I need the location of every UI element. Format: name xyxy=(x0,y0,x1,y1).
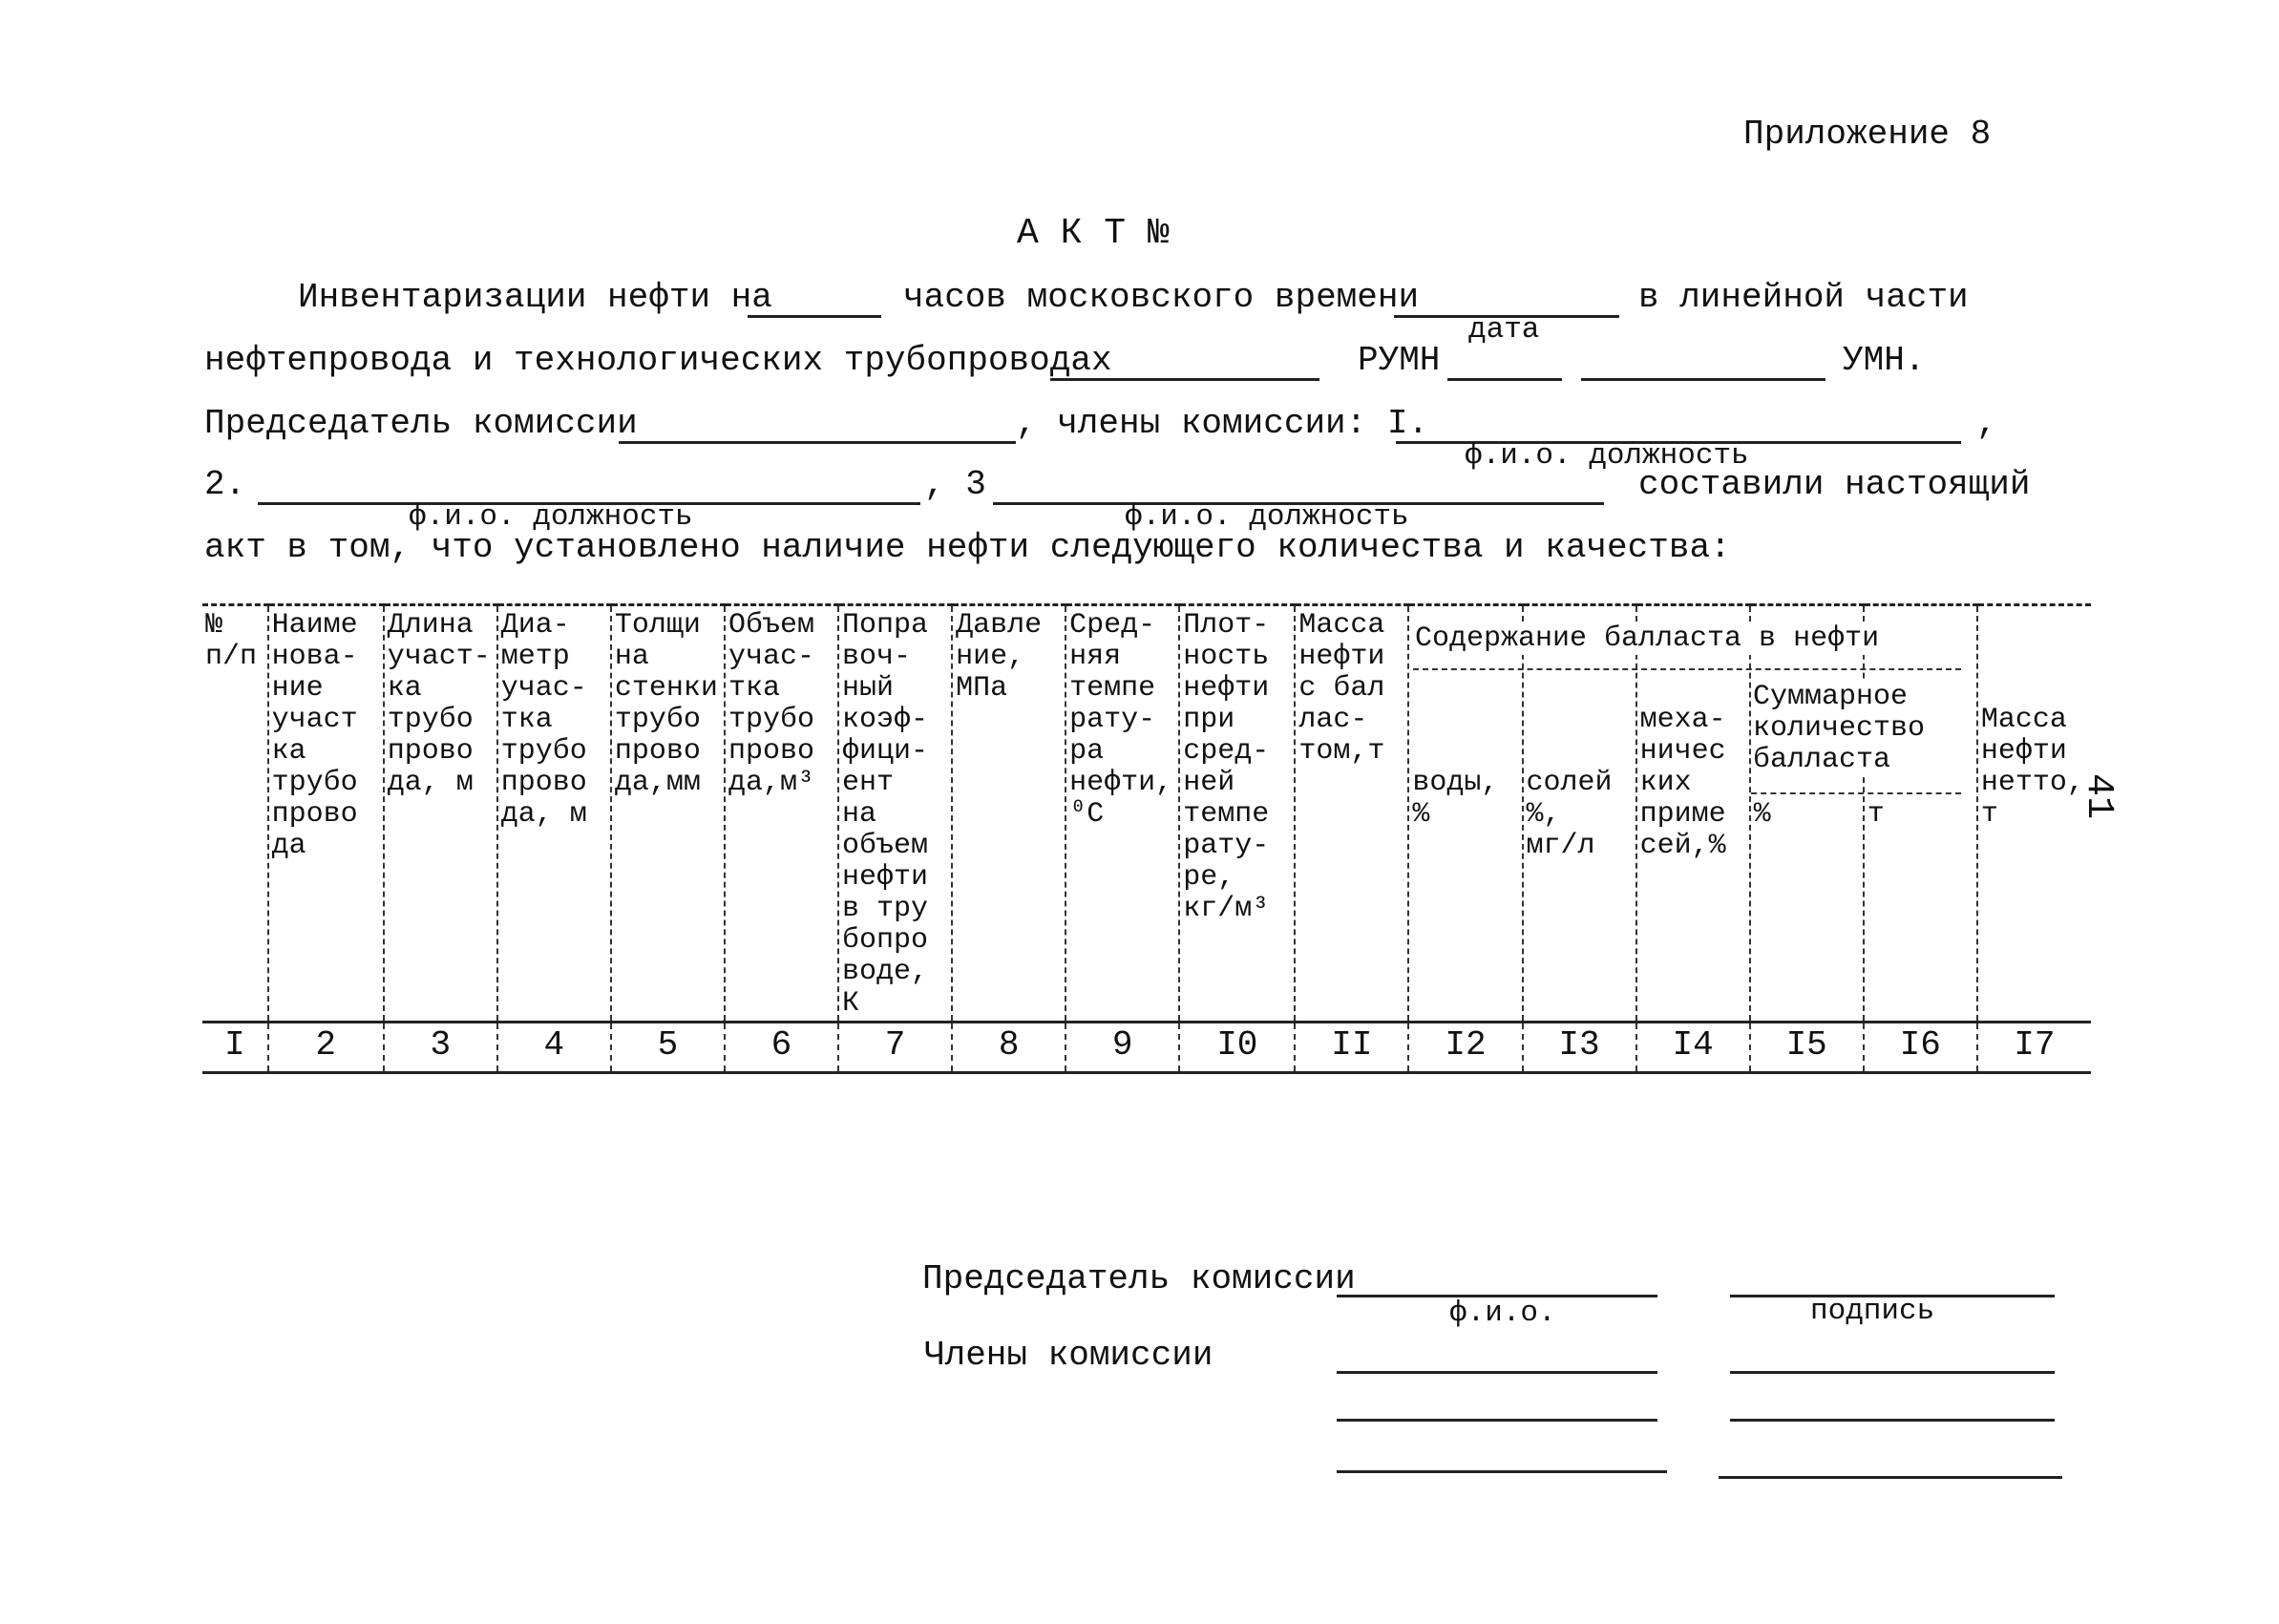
date-caption: дата xyxy=(1468,313,1540,347)
col-header-1: № п/п xyxy=(202,605,268,1023)
col-number-3: 3 xyxy=(384,1023,497,1073)
col-header-12: воды, % xyxy=(1408,605,1522,1023)
inventory-table xyxy=(202,603,2091,1074)
col-header-8: Давле ние, МПа xyxy=(952,605,1066,1023)
col-number-16: I6 xyxy=(1864,1023,1977,1073)
col-header-9: Сред- няя темпе рату- ра нефти, ⁰С xyxy=(1066,605,1179,1023)
intro-line4-a: 2. xyxy=(204,465,246,504)
col-header-16: т xyxy=(1864,605,1977,1023)
pipeline-blank xyxy=(1050,378,1319,381)
col-number-6: 6 xyxy=(725,1023,838,1073)
act-title: А К Т № xyxy=(1017,213,1170,254)
col-number-2: 2 xyxy=(268,1023,384,1073)
col-header-17: Масса нефти нетто, т xyxy=(1977,605,2091,1023)
col-header-14: меха- ничес ких приме сей,% xyxy=(1636,605,1750,1023)
col-header-11: Масса нефти с бал лас- том,т xyxy=(1295,605,1408,1023)
col-header-6: Объем учас- тка трубо прово да,м³ xyxy=(725,605,838,1023)
intro-line3-b: , члены комиссии: I. xyxy=(1016,404,1429,443)
col-number-14: I4 xyxy=(1636,1023,1750,1073)
ballast-group-header: Содержание балласта в нефти xyxy=(1411,622,1883,655)
member-sign-line-2 xyxy=(1730,1419,2055,1422)
col-header-5: Толщи на стенки трубо прово да,мм xyxy=(611,605,725,1023)
intro-line3-a: Председатель комиссии xyxy=(204,404,638,443)
ballast-group-divider xyxy=(1413,668,1961,670)
col-number-4: 4 xyxy=(497,1023,611,1073)
ballast-sum-header: Суммарное количество балласта xyxy=(1753,681,1926,776)
col-number-9: 9 xyxy=(1066,1023,1179,1073)
col-number-12: I2 xyxy=(1408,1023,1522,1073)
page-number: 41 xyxy=(2077,773,2120,820)
col-number-7: 7 xyxy=(838,1023,952,1073)
intro-line4-b: , 3 xyxy=(924,465,986,504)
col-header-15: % xyxy=(1750,605,1864,1023)
member-fio-line-3 xyxy=(1337,1470,1667,1473)
intro-line1-c: в линейной части xyxy=(1638,278,1969,317)
ballast-sum-divider xyxy=(1751,792,1961,794)
col-number-15: I5 xyxy=(1750,1023,1864,1073)
fio-caption-1: ф.и.о. должность xyxy=(1465,439,1749,473)
col-number-1: I xyxy=(202,1023,268,1073)
rumn-blank xyxy=(1447,378,1562,381)
intro-line2-a: нефтепровода и технологических трубопроводах xyxy=(204,341,1112,380)
col-header-2: Наиме нова- ние участ ка трубо прово да xyxy=(268,605,384,1023)
col-header-10: Плот- ность нефти при сред- ней темпе рату- ре, кг/м³ xyxy=(1179,605,1295,1023)
hours-blank xyxy=(748,315,881,318)
col-header-3: Длина участ- ка трубо прово да, м xyxy=(384,605,497,1023)
signature-members-label: Члены комиссии xyxy=(924,1336,1213,1375)
sign-label: подпись xyxy=(1810,1295,1935,1328)
chairman-blank xyxy=(619,441,1016,444)
intro-line2-c: УМН. xyxy=(1843,341,1926,380)
col-number-17: I7 xyxy=(1977,1023,2091,1073)
member-fio-line-1 xyxy=(1337,1371,1657,1374)
signature-chairman-label: Председатель комиссии xyxy=(922,1259,1356,1298)
appendix-label: Приложение 8 xyxy=(1743,115,1992,154)
fio-caption-3: ф.и.о. должность xyxy=(1125,500,1409,534)
col-header-7: Попра воч- ный коэф- фици- ент на объем нефти в тру бопро воде, К xyxy=(838,605,952,1023)
col-header-4: Диа- метр учас- тка трубо прово да, м xyxy=(497,605,611,1023)
intro-line5: акт в том, что установлено наличие нефти следующего количества и качества: xyxy=(204,528,1731,567)
col-header-13: солей %, мг/л xyxy=(1523,605,1636,1023)
umn-blank xyxy=(1581,378,1825,381)
col-number-8: 8 xyxy=(952,1023,1066,1073)
member-sign-line-1 xyxy=(1730,1371,2055,1374)
intro-line2-b: РУМН xyxy=(1358,341,1441,380)
intro-line1-a: Инвентаризации нефти на xyxy=(298,278,772,317)
col-number-10: I0 xyxy=(1179,1023,1295,1073)
col-number-5: 5 xyxy=(611,1023,725,1073)
intro-line3-c: , xyxy=(1976,404,1997,443)
member-fio-line-2 xyxy=(1337,1419,1657,1422)
col-number-13: I3 xyxy=(1523,1023,1636,1073)
fio-label: ф.и.о. xyxy=(1449,1297,1556,1330)
intro-line1-b: часов московского времени xyxy=(903,278,1420,317)
member-sign-line-3 xyxy=(1719,1476,2062,1479)
col-number-11: II xyxy=(1295,1023,1408,1073)
intro-line4-c: составили настоящий xyxy=(1638,465,2031,504)
fio-caption-2: ф.и.о. должность xyxy=(409,500,693,534)
